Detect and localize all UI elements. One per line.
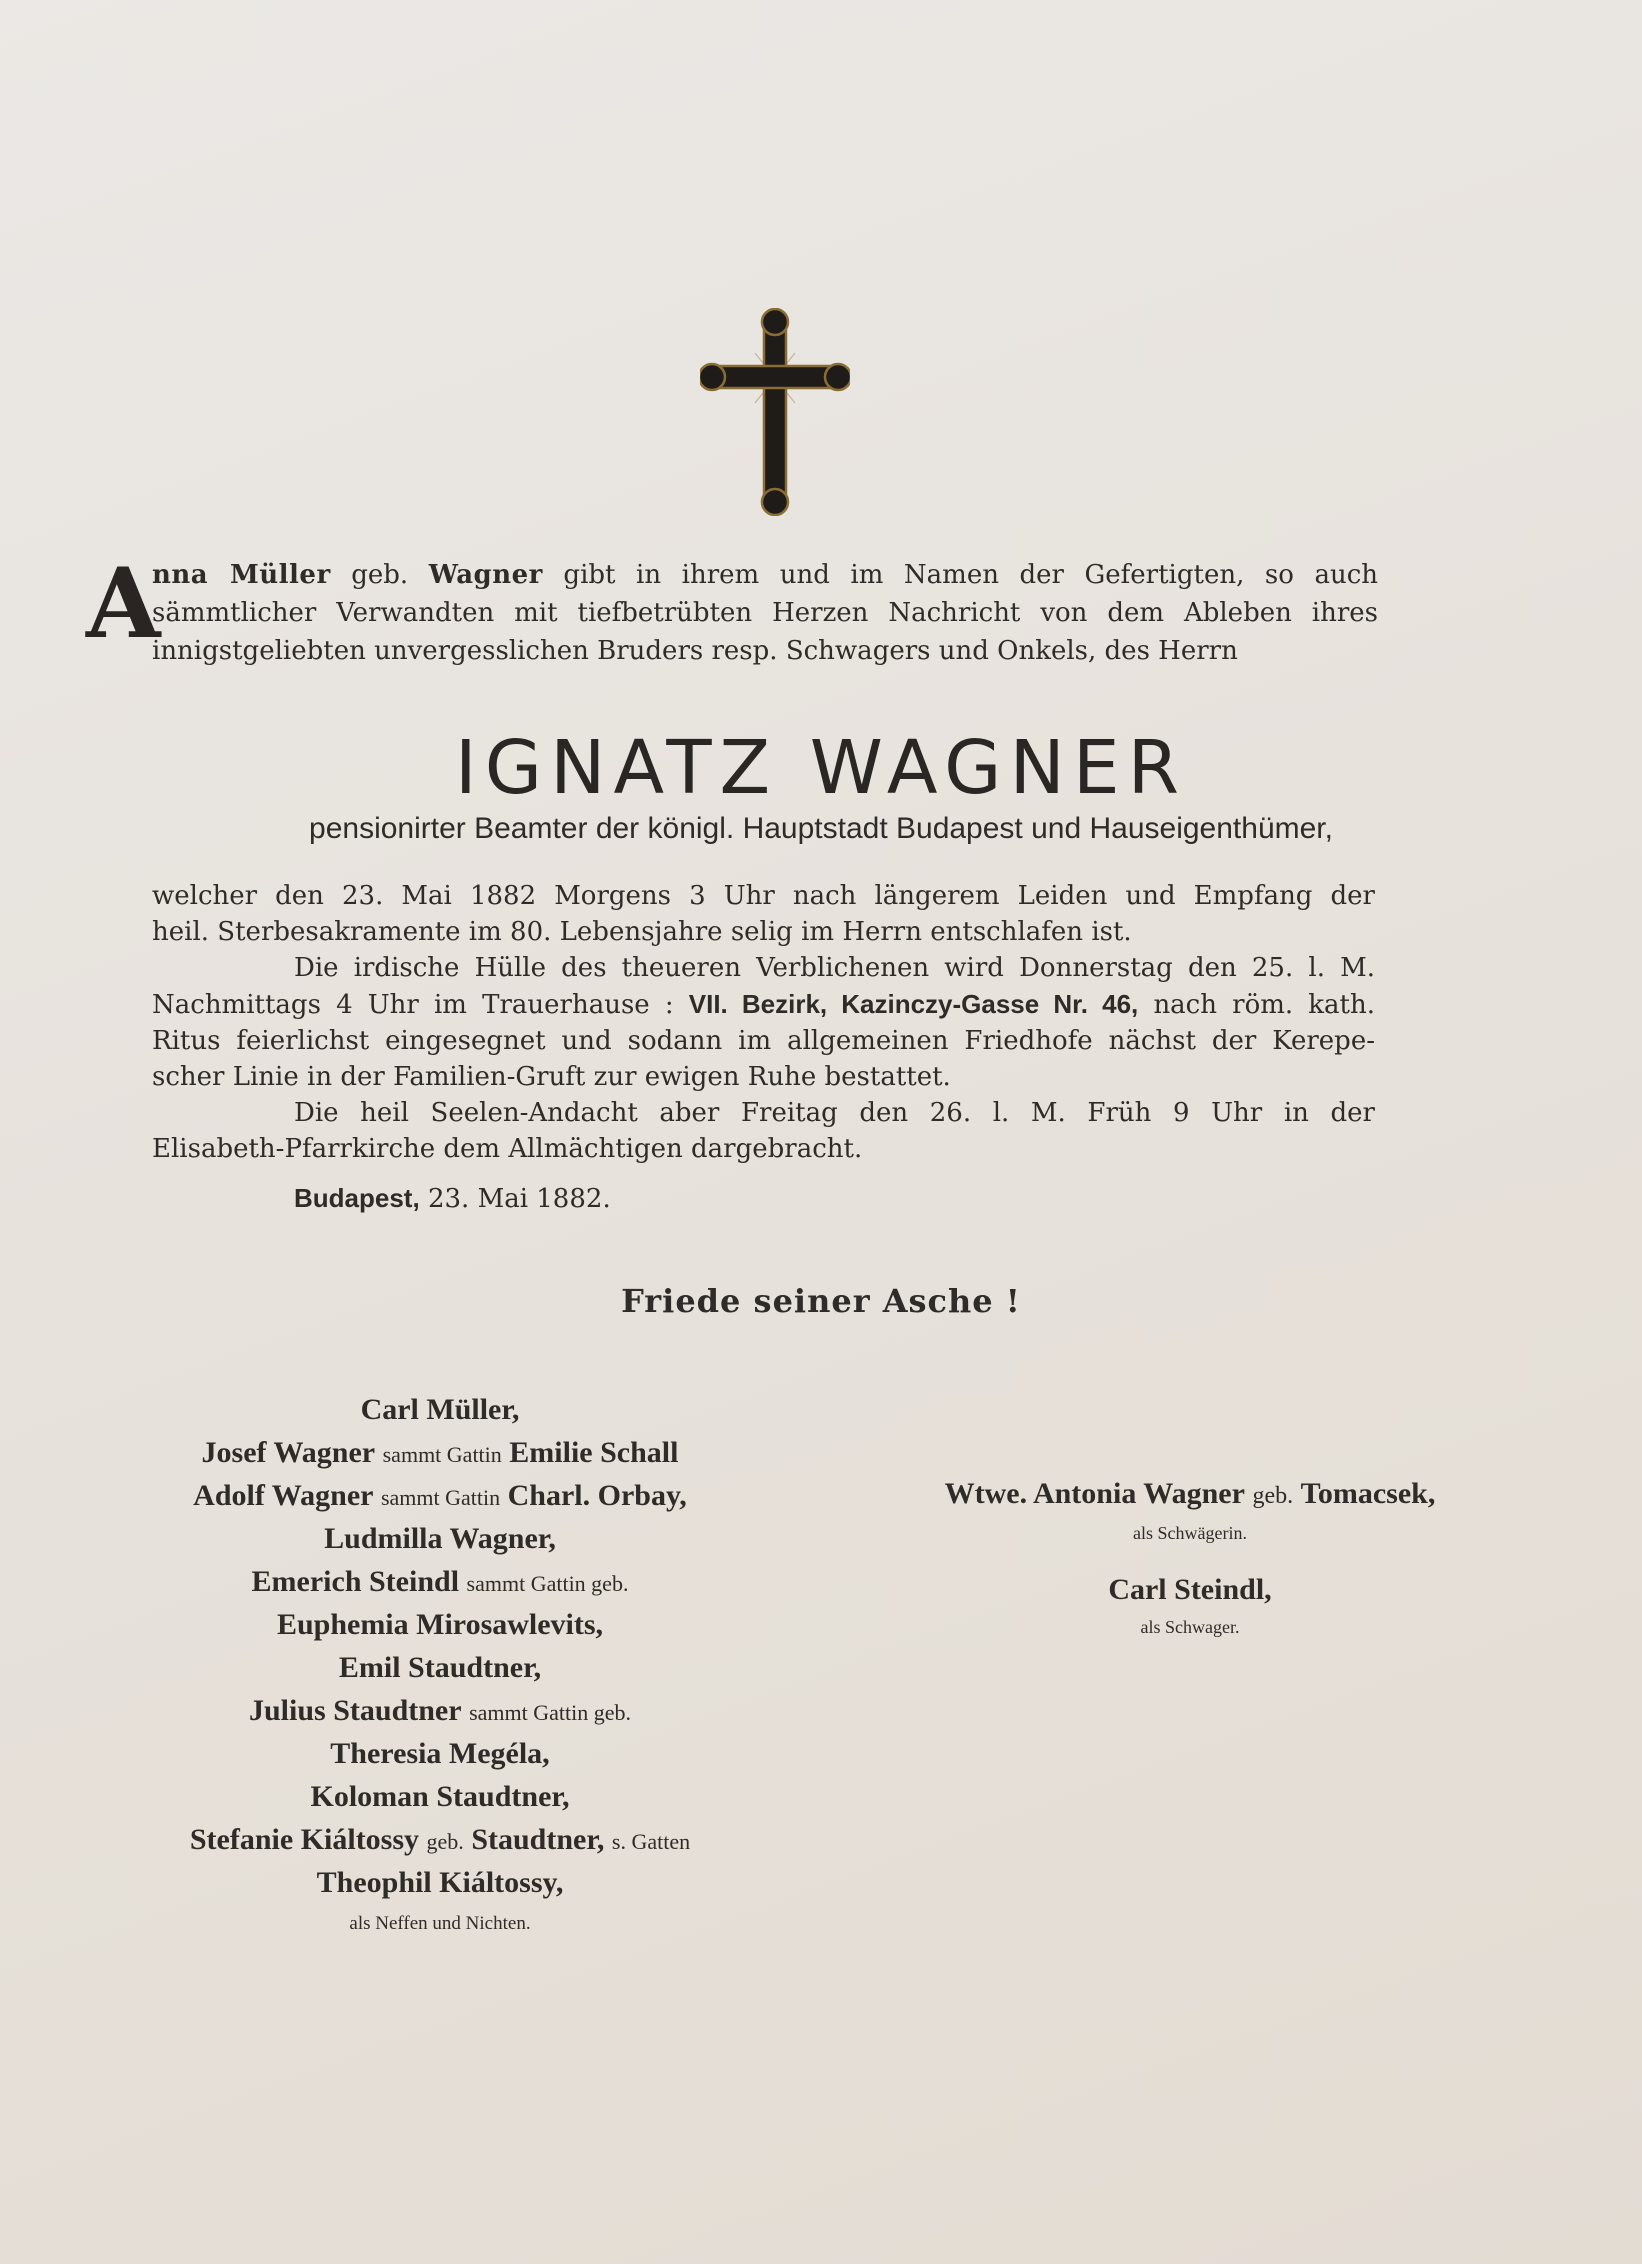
signer: Ludmilla Wagner,	[324, 1522, 556, 1555]
address: VII. Bezirk, Kazinczy-Gasse Nr. 46,	[688, 989, 1139, 1019]
sender-maiden-name: Wagner	[428, 560, 543, 590]
deceased-name: IGNATZ WAGNER	[454, 725, 1188, 811]
drop-cap: A	[86, 547, 161, 660]
signers-right	[770, 1472, 1610, 1642]
sender-name: nna Müller	[152, 560, 331, 590]
intro-line-2: sämmtlicher Verwandten mit tiefbetrübten Herzen Nachricht von dem Ableben ihres	[152, 598, 1378, 628]
signer: Koloman Staudtner,	[310, 1780, 570, 1813]
signer: Carl Steindl,	[1108, 1573, 1272, 1606]
signer: Euphemia Mirosawlevits,	[276, 1608, 604, 1641]
signer-note: als Schwager.	[1140, 1617, 1240, 1637]
signers-left	[100, 1388, 780, 1944]
deceased-title: pensionirter Beamter der königl. Hauptstadt Budapest und Hauseigenthümer,	[309, 812, 1333, 845]
body-line: Die irdische Hülle des theueren Verblichenen wird Donnerstag den 25. l. M.	[294, 953, 1375, 983]
body-line: Elisabeth-Pfarrkirche dem Allmächtigen dargebracht.	[152, 1134, 863, 1164]
body-line: Die heil Seelen-Andacht aber Freitag den 26. l. M. Früh 9 Uhr in der	[294, 1098, 1375, 1128]
intro-line-1: nna Müller geb. Wagner gibt in ihrem und im Namen der Gefertigten, so auch	[152, 560, 1379, 590]
signer: Josef Wagner sammt Gattin Emilie Schall	[201, 1436, 679, 1469]
intro-line-3: innigstgeliebten unvergesslichen Bruders resp. Schwagers und Onkels, des Herrn	[152, 636, 1238, 666]
signers-note: als Neffen und Nichten.	[349, 1913, 531, 1934]
place: Budapest,	[294, 1183, 420, 1213]
body-line: scher Linie in der Familien-Gruft zur ewigen Ruhe bestattet.	[152, 1062, 951, 1092]
signer: Stefanie Kiáltossy geb. Staudtner, s. Gatten	[189, 1823, 691, 1856]
place-date	[294, 1183, 611, 1214]
signer: Wtwe. Antonia Wagner geb. Tomacsek,	[944, 1477, 1436, 1510]
signer: Adolf Wagner sammt Gattin Charl. Orbay,	[193, 1479, 687, 1512]
closing-line: Friede seiner Asche !	[621, 1282, 1021, 1320]
signer: Julius Staudtner sammt Gattin geb.	[249, 1694, 631, 1727]
body-line: heil. Sterbesakramente im 80. Lebensjahre selig im Herrn entschlafen ist.	[152, 917, 1132, 947]
cross-icon	[700, 308, 850, 516]
signer: Theophil Kiáltossy,	[316, 1866, 564, 1899]
signer: Emerich Steindl sammt Gattin geb.	[251, 1565, 629, 1598]
signer: Carl Müller,	[360, 1393, 520, 1426]
body-line: Nachmittags 4 Uhr im Trauerhause : VII. Bezirk, Kazinczy-Gasse Nr. 46, nach röm. kath.	[152, 989, 1376, 1020]
signer: Theresia Megéla,	[330, 1737, 550, 1770]
body-text	[152, 878, 1375, 1167]
signer: Emil Staudtner,	[338, 1651, 542, 1684]
body-line: welcher den 23. Mai 1882 Morgens 3 Uhr nach längerem Leiden und Empfang der	[152, 881, 1375, 911]
intro-paragraph	[86, 547, 1379, 670]
date: 23. Mai 1882.	[427, 1184, 611, 1214]
signer-note: als Schwägerin.	[1133, 1523, 1247, 1543]
body-line: Ritus feierlichst eingesegnet und sodann im allgemeinen Friedhofe nächst der Kerepe-	[152, 1026, 1375, 1056]
